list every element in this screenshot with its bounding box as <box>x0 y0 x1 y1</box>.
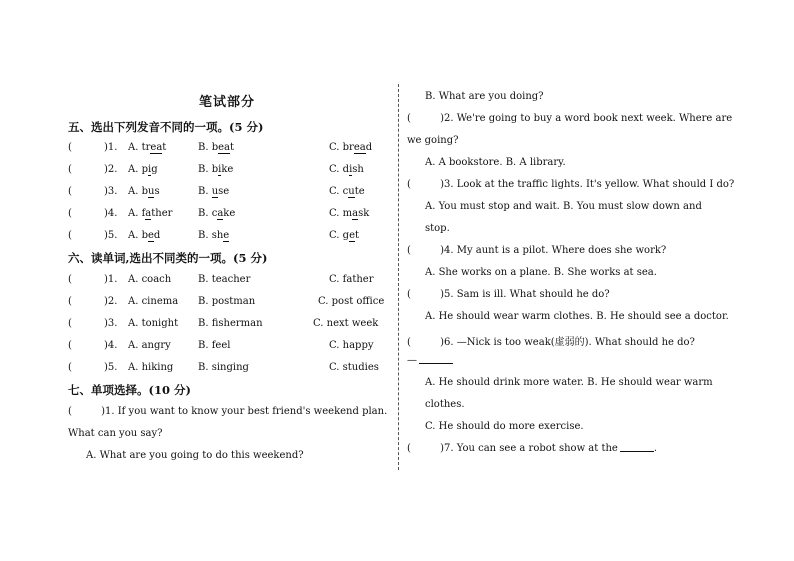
q1-option-a: A. What are you going to do this weekend? <box>86 450 304 461</box>
option-c <box>329 164 364 175</box>
word-part: ke <box>221 164 234 175</box>
option-a: A. angry <box>128 340 171 351</box>
question-number: )2. <box>104 296 118 307</box>
option-a <box>128 230 160 241</box>
q3-options-cont: stop. <box>425 223 450 234</box>
answer-paren: ( <box>68 340 72 351</box>
option-letter: A. <box>128 142 142 153</box>
option-a: A. cinema <box>128 296 179 307</box>
option-letter: B. <box>198 186 212 197</box>
q1-line <box>68 406 387 417</box>
q2-paren: ( <box>407 113 411 124</box>
answer-paren: ( <box>68 318 72 329</box>
answer-paren: ( <box>68 164 72 175</box>
underlined-letters: ea <box>218 142 231 153</box>
option-letter: A. <box>128 208 142 219</box>
q6-paren: ( <box>407 337 411 348</box>
section6-row <box>68 362 393 378</box>
q6-text: )6. —Nick is too weak(虚弱的). What should he do? <box>440 337 695 348</box>
option-a <box>128 186 160 197</box>
answer-paren: ( <box>68 274 72 285</box>
option-c <box>329 208 369 219</box>
q4-options: A. She works on a plane. B. She works at sea. <box>425 267 657 278</box>
word-part: tr <box>141 142 151 153</box>
question-number: )4. <box>104 208 118 219</box>
underlined-letters: a <box>217 208 224 219</box>
word-part: ther <box>151 208 173 219</box>
word-part: ke <box>223 208 236 219</box>
section5-row <box>68 186 388 202</box>
page-title: 笔试部分 <box>199 95 256 110</box>
q4-text: )4. My aunt is a pilot. Where does she work? <box>440 245 667 256</box>
question-number: )1. <box>104 274 118 285</box>
option-c <box>329 142 372 153</box>
question-number: )2. <box>104 164 118 175</box>
underlined-letters: e <box>148 230 154 241</box>
word-part: g <box>151 164 158 175</box>
q3-text: )3. Look at the traffic lights. It's yellow. What should I do? <box>440 179 735 190</box>
word-part: te <box>354 186 365 197</box>
option-letter: C. <box>329 208 343 219</box>
option-a <box>128 208 172 219</box>
option-b <box>198 208 235 219</box>
word-part: m <box>342 208 353 219</box>
word-part: c <box>211 208 218 219</box>
underlined-letters: u <box>348 186 355 197</box>
word-part: b <box>211 142 219 153</box>
answer-blank <box>419 363 453 364</box>
section6-row <box>68 340 393 356</box>
answer-paren: ( <box>68 186 72 197</box>
answer-paren: ( <box>68 208 72 219</box>
underlined-letters: a <box>145 208 152 219</box>
q6-options-cont: clothes. <box>425 399 465 410</box>
q4-paren: ( <box>407 245 411 256</box>
underlined-letters: a <box>352 208 359 219</box>
option-a <box>128 164 158 175</box>
question-number: )1. <box>104 142 118 153</box>
option-c: C. father <box>329 274 374 285</box>
q1-paren: ( <box>68 406 72 417</box>
section6-heading: 六、读单词,选出不同类的一项。(5 分) <box>68 251 268 265</box>
q1-line2: What can you say? <box>68 428 163 439</box>
word-part: d <box>365 142 373 153</box>
q2-text: )2. We're going to buy a word book next week. Where are <box>440 113 733 124</box>
q7-period: . <box>653 443 658 454</box>
word-part: d <box>153 230 161 241</box>
option-a: A. hiking <box>128 362 174 373</box>
q6-line <box>407 333 695 348</box>
word-part: se <box>218 186 230 197</box>
answer-paren: ( <box>68 296 72 307</box>
word-part: sh <box>352 164 364 175</box>
option-letter: B. <box>198 208 212 219</box>
option-b: B. postman <box>198 296 256 307</box>
underlined-letters: i <box>349 164 353 175</box>
answer-paren: ( <box>68 230 72 241</box>
option-c: C. post office <box>318 296 385 307</box>
column-divider <box>398 84 399 470</box>
option-letter: C. <box>329 186 343 197</box>
q4-line <box>407 245 666 256</box>
option-b: B. singing <box>198 362 249 373</box>
option-c: C. next week <box>313 318 379 329</box>
underlined-letters: e <box>349 230 355 241</box>
question-number: )3. <box>104 186 118 197</box>
word-part: br <box>342 142 354 153</box>
underlined-letters: e <box>223 230 230 241</box>
q3-paren: ( <box>407 179 411 190</box>
section5-row <box>68 142 388 158</box>
option-letter: B. <box>198 164 212 175</box>
q7-text: )7. You can see a robot show at the <box>440 443 618 454</box>
option-c: C. studies <box>329 362 379 373</box>
q5-options: A. He should wear warm clothes. B. He should see a doctor. <box>425 311 729 322</box>
option-letter: A. <box>128 230 142 241</box>
underlined-letters: ea <box>150 142 163 153</box>
option-letter: B. <box>198 230 212 241</box>
option-b <box>198 230 229 241</box>
question-number: )4. <box>104 340 118 351</box>
section5-heading: 五、选出下列发音不同的一项。(5 分) <box>68 120 264 134</box>
underlined-letters: i <box>218 164 222 175</box>
section6-row <box>68 296 393 312</box>
word-part: p <box>141 164 148 175</box>
word-part: g <box>342 230 350 241</box>
q7-line <box>407 443 657 454</box>
section5-row <box>68 164 388 180</box>
word-part: s <box>154 186 160 197</box>
q5-paren: ( <box>407 289 411 300</box>
q2-line2: we going? <box>407 135 459 146</box>
q6-answer-blank <box>407 355 453 366</box>
option-a <box>128 142 166 153</box>
q6-option-c: C. He should do more exercise. <box>425 421 584 432</box>
section6-row <box>68 318 393 334</box>
q2-line <box>407 113 732 124</box>
q6-options: A. He should drink more water. B. He should wear warm <box>425 377 713 388</box>
word-part: sh <box>211 230 224 241</box>
q5-line <box>407 289 610 300</box>
q3-options: A. You must stop and wait. B. You must slow down and <box>425 201 702 212</box>
option-a: A. coach <box>128 274 172 285</box>
section6-row <box>68 274 393 290</box>
section7-heading: 七、单项选择。(10 分) <box>68 383 191 397</box>
option-letter: C. <box>329 164 343 175</box>
answer-paren: ( <box>68 362 72 373</box>
q3-line <box>407 179 734 190</box>
underlined-letters: i <box>148 164 152 175</box>
word-part: b <box>211 164 219 175</box>
word-part: t <box>162 142 167 153</box>
word-part: f <box>141 208 146 219</box>
option-b: B. teacher <box>198 274 251 285</box>
option-c <box>329 230 359 241</box>
question-number: )3. <box>104 318 118 329</box>
word-part: c <box>342 186 349 197</box>
option-letter: C. <box>329 230 343 241</box>
question-number: )5. <box>104 230 118 241</box>
section5-row <box>68 208 388 224</box>
option-b <box>198 186 229 197</box>
word-part: d <box>342 164 350 175</box>
q6-dash: — <box>407 355 417 366</box>
word-part: t <box>230 142 235 153</box>
option-letter: A. <box>128 186 142 197</box>
option-b <box>198 142 234 153</box>
answer-paren: ( <box>68 142 72 153</box>
q2-options: A. A bookstore. B. A library. <box>425 157 566 168</box>
q1-text: )1. If you want to know your best friend's weekend plan. <box>101 406 388 417</box>
underlined-letters: ea <box>353 142 366 153</box>
word-part: b <box>141 186 148 197</box>
question-number: )5. <box>104 362 118 373</box>
option-b <box>198 164 233 175</box>
option-c <box>329 186 365 197</box>
option-letter: A. <box>128 164 142 175</box>
word-part: t <box>354 230 360 241</box>
word-part: sk <box>358 208 370 219</box>
option-b: B. feel <box>198 340 231 351</box>
option-a: A. tonight <box>128 318 179 329</box>
answer-blank <box>620 451 654 452</box>
q1-option-b: B. What are you doing? <box>425 91 544 102</box>
section5-row <box>68 230 388 246</box>
word-part: b <box>141 230 148 241</box>
option-letter: B. <box>198 142 212 153</box>
option-c: C. happy <box>329 340 374 351</box>
underlined-letters: u <box>148 186 155 197</box>
q5-text: )5. Sam is ill. What should he do? <box>440 289 610 300</box>
underlined-letters: u <box>211 186 219 197</box>
q7-paren: ( <box>407 443 411 454</box>
option-b: B. fisherman <box>198 318 263 329</box>
option-letter: C. <box>329 142 343 153</box>
